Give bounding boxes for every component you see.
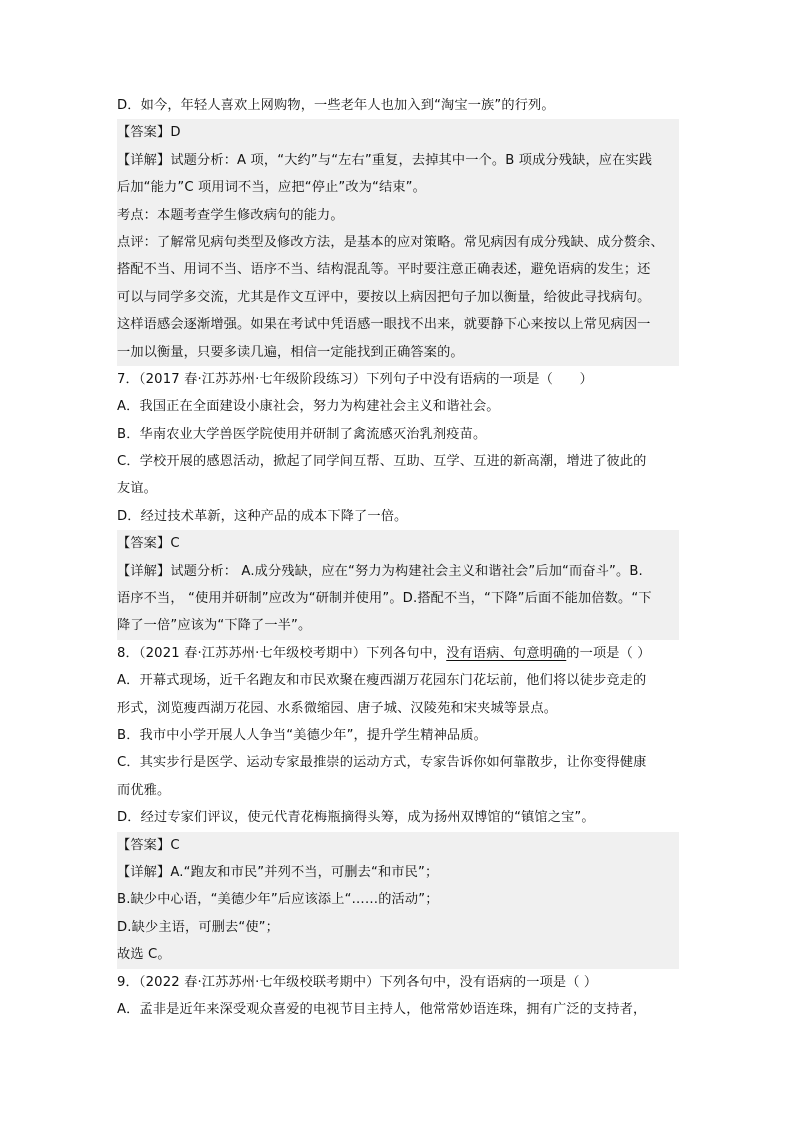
q7-detail-line: 语序不当， “使用并研制”应改为“研制并使用”。D.搭配不当，“下降”后面不能加倍数。“下 xyxy=(117,585,679,612)
q8-option-d: D．经过专家们评议，使元代青花梅瓶摘得头筹，成为扬州双博馆的“镇馆之宝”。 xyxy=(117,810,595,826)
q8-stem-prefix: 8．（2021 春·江苏苏州·七年级校考期中）下列各句中， xyxy=(117,645,447,661)
q8-stem xyxy=(117,640,679,667)
q6-detail-line: 考点：本题考查学生修改病句的能力。 xyxy=(117,202,679,229)
q6-detail-line: 一加以衡量，只要多读几遍，相信一定能找到正确答案的。 xyxy=(117,339,679,366)
q8-detail-line: 【详解】A.“跑友和市民”并列不当，可删去“和市民”； xyxy=(117,859,679,886)
page-content xyxy=(117,92,679,1023)
q9-option-a: A．孟非是近年来深受观众喜爱的电视节目主持人，他常常妙语连珠，拥有广泛的支持者， xyxy=(117,1001,647,1017)
q8-detail-line: 故选 C。 xyxy=(117,941,679,968)
q7-answer: 【答案】C xyxy=(117,530,679,557)
q6-detail-line: 这样语感会逐渐增强。如果在考试中凭语感一眼找不出来，就要静下心来按以上常见病因一 xyxy=(117,311,679,338)
q8-option-b: B．我市中小学开展人人争当“美德少年”，提升学生精神品质。 xyxy=(117,727,487,743)
q7-option-c: C．学校开展的感恩活动，掀起了同学间互帮、互助、互学、互进的新高潮，增进了彼此的 xyxy=(117,454,647,470)
q7-option-d: D．经过技术革新，这种产品的成本下降了一倍。 xyxy=(117,508,408,524)
q8-detail-line: B.缺少中心语，“美德少年”后应该添上“……的活动”； xyxy=(117,886,679,913)
q8-answer: 【答案】C xyxy=(117,832,679,859)
q9-stem: 9．（2022 春·江苏苏州·七年级校联考期中）下列各句中，没有语病的一项是（ ） xyxy=(117,974,598,990)
q8-stem-underlined: 没有语病、句意明确 xyxy=(446,645,567,661)
q8-option-a-cont: 形式，浏览瘦西湖万花园、水系微缩园、唐子城、汉陵苑和宋夹城等景点。 xyxy=(117,700,558,716)
q6-detail-line: 点评：了解常见病句类型及修改方法，是基本的应对策略。常见病因有成分残缺、成分赘余、 xyxy=(117,229,679,256)
q7-option-a: A．我国正在全面建设小康社会，努力为构建社会主义和谐社会。 xyxy=(117,399,500,415)
q8-option-c-cont: 而优雅。 xyxy=(117,782,171,798)
q6-option-d: D．如今，年轻人喜欢上网购物，一些老年人也加入到“淘宝一族”的行列。 xyxy=(117,98,555,113)
q7-detail-line: 【详解】试题分析： A.成分残缺，应在“努力为构建社会主义和谐社会”后加“而奋斗”。B. xyxy=(117,558,679,585)
q7-detail-line: 降了一倍”应该为“下降了一半”。 xyxy=(117,612,679,639)
q8-option-c: C．其实步行是医学、运动专家最推崇的运动方式，专家告诉你如何靠散步，让你变得健康 xyxy=(117,755,647,771)
q7-option-c-cont: 友谊。 xyxy=(117,481,158,497)
q6-detail-line: 【详解】试题分析：A 项，“大约”与“左右”重复，去掉其中一个。B 项成分残缺，应在实践 xyxy=(117,147,679,174)
q6-detail-line: 后加“能力”C 项用词不当，应把“停止”改为“结束”。 xyxy=(117,174,679,201)
q8-option-a: A．开幕式现场，近千名跑友和市民欢聚在瘦西湖万花园东门花坛前，他们将以徒步竞走的 xyxy=(117,673,647,689)
q6-answer: 【答案】D xyxy=(117,119,679,146)
q6-detail-line: 可以与同学多交流，尤其是作文互评中，要按以上病因把句子加以衡量，给彼此寻找病句。 xyxy=(117,284,679,311)
q7-stem: 7．（2017 春·江苏苏州·七年级阶段练习）下列句子中没有语病的一项是（ ） xyxy=(117,371,593,387)
q7-option-b: B．华南农业大学兽医学院使用并研制了禽流感灭治乳剂疫苗。 xyxy=(117,426,487,442)
q8-stem-suffix: 的一项是（ ） xyxy=(566,645,651,661)
q8-detail-line: D.缺少主语，可删去“使”； xyxy=(117,914,679,941)
q6-detail-line: 搭配不当、用词不当、语序不当、结构混乱等。平时要注意正确表述，避免语病的发生；还 xyxy=(117,256,679,283)
